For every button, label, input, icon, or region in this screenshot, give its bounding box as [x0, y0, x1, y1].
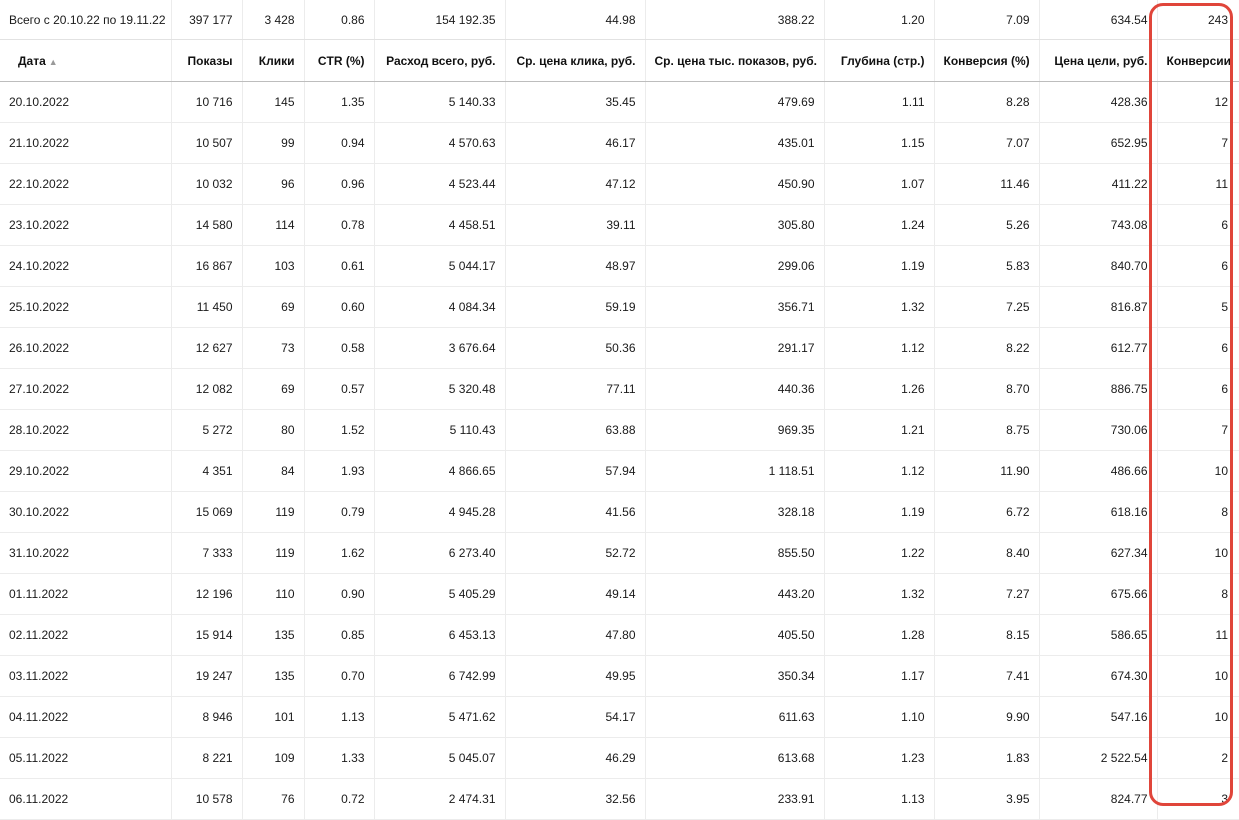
ctr-cell: 1.52: [304, 410, 374, 451]
conversions-cell: 12: [1157, 82, 1239, 123]
goal-price-cell: 886.75: [1039, 369, 1157, 410]
conversion-rate-cell: 7.27: [934, 574, 1039, 615]
avg-cpm-cell: 443.20: [645, 574, 824, 615]
depth-cell: 1.12: [824, 451, 934, 492]
conversion-rate-cell: 8.75: [934, 410, 1039, 451]
table-row: [0, 697, 1239, 738]
table-row: [0, 656, 1239, 697]
conversions-cell: 10: [1157, 697, 1239, 738]
spend-cell: 5 110.43: [374, 410, 505, 451]
date-cell: 25.10.2022: [0, 287, 171, 328]
spend-cell: 5 320.48: [374, 369, 505, 410]
conversions-cell: 11: [1157, 164, 1239, 205]
conversions-cell: 6: [1157, 328, 1239, 369]
column-header-depth[interactable]: [824, 40, 934, 82]
avg-click-price-cell: 54.17: [505, 697, 645, 738]
avg-cpm-cell: 613.68: [645, 738, 824, 779]
table-row: [0, 205, 1239, 246]
goal-price-cell: 411.22: [1039, 164, 1157, 205]
table-row: [0, 123, 1239, 164]
depth-cell: 1.22: [824, 533, 934, 574]
conversion-rate-cell: 9.90: [934, 697, 1039, 738]
avg-cpm-cell: 299.06: [645, 246, 824, 287]
ctr-cell: 0.85: [304, 615, 374, 656]
clicks-cell: 80: [242, 410, 304, 451]
goal-price-cell: 730.06: [1039, 410, 1157, 451]
conversions-cell: 11: [1157, 615, 1239, 656]
depth-cell: 1.07: [824, 164, 934, 205]
column-header-label: Показы: [187, 53, 233, 68]
depth-cell: 1.10: [824, 697, 934, 738]
conversions-cell: 8: [1157, 492, 1239, 533]
ctr-cell: 0.72: [304, 779, 374, 820]
ctr-cell: 0.57: [304, 369, 374, 410]
conversion-rate-cell: 11.90: [934, 451, 1039, 492]
date-cell: 30.10.2022: [0, 492, 171, 533]
avg-cpm-cell: 855.50: [645, 533, 824, 574]
conversion-rate-cell: 7.07: [934, 123, 1039, 164]
clicks-cell: 69: [242, 287, 304, 328]
table-row: [0, 328, 1239, 369]
table-row: [0, 287, 1239, 328]
total-conversion-rate-cell: 7.09: [934, 0, 1039, 40]
impressions-cell: 8 946: [171, 697, 242, 738]
date-cell: 31.10.2022: [0, 533, 171, 574]
conversion-rate-cell: 3.95: [934, 779, 1039, 820]
avg-cpm-cell: 969.35: [645, 410, 824, 451]
column-header-date[interactable]: [0, 40, 171, 82]
goal-price-cell: 816.87: [1039, 287, 1157, 328]
spend-cell: 5 471.62: [374, 697, 505, 738]
avg-cpm-cell: 1 118.51: [645, 451, 824, 492]
ctr-cell: 0.78: [304, 205, 374, 246]
column-header-clicks[interactable]: [242, 40, 304, 82]
date-cell: 02.11.2022: [0, 615, 171, 656]
sort-ascending-icon[interactable]: ▲: [48, 56, 58, 67]
date-cell: 27.10.2022: [0, 369, 171, 410]
date-cell: 28.10.2022: [0, 410, 171, 451]
spend-cell: 4 945.28: [374, 492, 505, 533]
impressions-cell: 19 247: [171, 656, 242, 697]
spend-cell: 5 140.33: [374, 82, 505, 123]
date-cell: 05.11.2022: [0, 738, 171, 779]
clicks-cell: 69: [242, 369, 304, 410]
total-conversions-cell: 243: [1157, 0, 1239, 40]
column-header-avg-click-price[interactable]: [505, 40, 645, 82]
avg-click-price-cell: 49.95: [505, 656, 645, 697]
date-cell: 20.10.2022: [0, 82, 171, 123]
table-row: [0, 492, 1239, 533]
clicks-cell: 101: [242, 697, 304, 738]
clicks-cell: 135: [242, 615, 304, 656]
depth-cell: 1.13: [824, 779, 934, 820]
table-row: [0, 451, 1239, 492]
conversions-cell: 10: [1157, 451, 1239, 492]
date-cell: 04.11.2022: [0, 697, 171, 738]
column-header-label: Глубина (стр.): [840, 53, 925, 68]
spend-cell: 3 676.64: [374, 328, 505, 369]
depth-cell: 1.28: [824, 615, 934, 656]
ctr-cell: 0.60: [304, 287, 374, 328]
clicks-cell: 99: [242, 123, 304, 164]
ctr-cell: 0.96: [304, 164, 374, 205]
impressions-cell: 16 867: [171, 246, 242, 287]
column-header-ctr[interactable]: [304, 40, 374, 82]
goal-price-cell: 824.77: [1039, 779, 1157, 820]
ctr-cell: 0.58: [304, 328, 374, 369]
total-date-cell: Всего с 20.10.22 по 19.11.22: [0, 0, 171, 40]
avg-click-price-cell: 47.12: [505, 164, 645, 205]
ctr-cell: 1.62: [304, 533, 374, 574]
impressions-cell: 12 082: [171, 369, 242, 410]
conversions-cell: 2: [1157, 738, 1239, 779]
clicks-cell: 109: [242, 738, 304, 779]
impressions-cell: 14 580: [171, 205, 242, 246]
date-cell: 01.11.2022: [0, 574, 171, 615]
avg-cpm-cell: 233.91: [645, 779, 824, 820]
table-row: [0, 164, 1239, 205]
table-row: [0, 246, 1239, 287]
spend-cell: 5 045.07: [374, 738, 505, 779]
avg-cpm-cell: 350.34: [645, 656, 824, 697]
column-header-label: Дата: [18, 53, 46, 68]
ctr-cell: 0.79: [304, 492, 374, 533]
impressions-cell: 15 069: [171, 492, 242, 533]
clicks-cell: 135: [242, 656, 304, 697]
goal-price-cell: 674.30: [1039, 656, 1157, 697]
depth-cell: 1.19: [824, 492, 934, 533]
date-cell: 24.10.2022: [0, 246, 171, 287]
avg-cpm-cell: 356.71: [645, 287, 824, 328]
impressions-cell: 8 221: [171, 738, 242, 779]
spend-cell: 4 570.63: [374, 123, 505, 164]
ctr-cell: 0.94: [304, 123, 374, 164]
column-header-avg-cpm[interactable]: [645, 40, 824, 82]
table-row: [0, 574, 1239, 615]
avg-click-price-cell: 48.97: [505, 246, 645, 287]
clicks-cell: 76: [242, 779, 304, 820]
clicks-cell: 84: [242, 451, 304, 492]
date-cell: 21.10.2022: [0, 123, 171, 164]
conversions-cell: 10: [1157, 656, 1239, 697]
conversion-rate-cell: 8.70: [934, 369, 1039, 410]
total-depth-cell: 1.20: [824, 0, 934, 40]
conversion-rate-cell: 8.15: [934, 615, 1039, 656]
total-clicks-cell: 3 428: [242, 0, 304, 40]
spend-cell: 6 453.13: [374, 615, 505, 656]
ctr-cell: 0.90: [304, 574, 374, 615]
conversion-rate-cell: 5.83: [934, 246, 1039, 287]
column-header-label: Ср. цена тыс. показов, руб.: [654, 53, 817, 68]
total-spend-cell: 154 192.35: [374, 0, 505, 40]
impressions-cell: 5 272: [171, 410, 242, 451]
spend-cell: 2 474.31: [374, 779, 505, 820]
clicks-cell: 73: [242, 328, 304, 369]
impressions-cell: 10 507: [171, 123, 242, 164]
impressions-cell: 11 450: [171, 287, 242, 328]
table-row: [0, 369, 1239, 410]
conversions-cell: 10: [1157, 533, 1239, 574]
ctr-cell: 1.13: [304, 697, 374, 738]
impressions-cell: 12 196: [171, 574, 242, 615]
clicks-cell: 119: [242, 492, 304, 533]
avg-click-price-cell: 39.11: [505, 205, 645, 246]
date-cell: 23.10.2022: [0, 205, 171, 246]
date-cell: 29.10.2022: [0, 451, 171, 492]
avg-click-price-cell: 57.94: [505, 451, 645, 492]
avg-click-price-cell: 77.11: [505, 369, 645, 410]
depth-cell: 1.32: [824, 574, 934, 615]
impressions-cell: 10 578: [171, 779, 242, 820]
depth-cell: 1.17: [824, 656, 934, 697]
goal-price-cell: 652.95: [1039, 123, 1157, 164]
conversions-cell: 5: [1157, 287, 1239, 328]
conversions-cell: 7: [1157, 123, 1239, 164]
avg-click-price-cell: 32.56: [505, 779, 645, 820]
impressions-cell: 4 351: [171, 451, 242, 492]
clicks-cell: 145: [242, 82, 304, 123]
date-cell: 03.11.2022: [0, 656, 171, 697]
column-header-label: Конверсия (%): [943, 53, 1030, 68]
depth-cell: 1.21: [824, 410, 934, 451]
column-header-conversion-rate[interactable]: [934, 40, 1039, 82]
date-cell: 06.11.2022: [0, 779, 171, 820]
ctr-cell: 0.61: [304, 246, 374, 287]
date-cell: 22.10.2022: [0, 164, 171, 205]
avg-click-price-cell: 41.56: [505, 492, 645, 533]
conversions-cell: 8: [1157, 574, 1239, 615]
table-row: [0, 738, 1239, 779]
goal-price-cell: 743.08: [1039, 205, 1157, 246]
ctr-cell: 1.35: [304, 82, 374, 123]
column-header-label: Цена цели, руб.: [1054, 53, 1148, 68]
goal-price-cell: 612.77: [1039, 328, 1157, 369]
column-header-conversions[interactable]: [1157, 40, 1239, 82]
ctr-cell: 1.93: [304, 451, 374, 492]
goal-price-cell: 586.65: [1039, 615, 1157, 656]
avg-cpm-cell: 405.50: [645, 615, 824, 656]
table-row: [0, 82, 1239, 123]
table-row: [0, 410, 1239, 451]
spend-cell: 4 866.65: [374, 451, 505, 492]
spend-cell: 5 044.17: [374, 246, 505, 287]
spend-cell: 6 273.40: [374, 533, 505, 574]
clicks-cell: 96: [242, 164, 304, 205]
column-header-label: Расход всего, руб.: [386, 53, 496, 68]
depth-cell: 1.19: [824, 246, 934, 287]
conversion-rate-cell: 8.22: [934, 328, 1039, 369]
table-row: [0, 533, 1239, 574]
avg-cpm-cell: 450.90: [645, 164, 824, 205]
total-ctr-cell: 0.86: [304, 0, 374, 40]
avg-click-price-cell: 52.72: [505, 533, 645, 574]
avg-cpm-cell: 435.01: [645, 123, 824, 164]
impressions-cell: 7 333: [171, 533, 242, 574]
depth-cell: 1.32: [824, 287, 934, 328]
spend-cell: 6 742.99: [374, 656, 505, 697]
goal-price-cell: 428.36: [1039, 82, 1157, 123]
total-impressions-cell: 397 177: [171, 0, 242, 40]
goal-price-cell: 486.66: [1039, 451, 1157, 492]
ctr-cell: 1.33: [304, 738, 374, 779]
clicks-cell: 103: [242, 246, 304, 287]
avg-click-price-cell: 59.19: [505, 287, 645, 328]
spend-cell: 4 084.34: [374, 287, 505, 328]
total-row: [0, 0, 1239, 40]
conversion-rate-cell: 5.26: [934, 205, 1039, 246]
conversions-cell: 6: [1157, 246, 1239, 287]
avg-cpm-cell: 305.80: [645, 205, 824, 246]
conversion-rate-cell: 7.25: [934, 287, 1039, 328]
clicks-cell: 119: [242, 533, 304, 574]
column-header-label: Клики: [258, 53, 295, 68]
column-header-label: Конверсии: [1166, 53, 1232, 68]
depth-cell: 1.26: [824, 369, 934, 410]
spend-cell: 5 405.29: [374, 574, 505, 615]
depth-cell: 1.15: [824, 123, 934, 164]
goal-price-cell: 840.70: [1039, 246, 1157, 287]
total-goal-price-cell: 634.54: [1039, 0, 1157, 40]
avg-cpm-cell: 440.36: [645, 369, 824, 410]
avg-click-price-cell: 50.36: [505, 328, 645, 369]
conversions-cell: 7: [1157, 410, 1239, 451]
goal-price-cell: 675.66: [1039, 574, 1157, 615]
clicks-cell: 110: [242, 574, 304, 615]
conversions-cell: 6: [1157, 205, 1239, 246]
goal-price-cell: 547.16: [1039, 697, 1157, 738]
conversion-rate-cell: 6.72: [934, 492, 1039, 533]
table-row: [0, 779, 1239, 820]
avg-click-price-cell: 47.80: [505, 615, 645, 656]
goal-price-cell: 618.16: [1039, 492, 1157, 533]
avg-cpm-cell: 611.63: [645, 697, 824, 738]
avg-click-price-cell: 49.14: [505, 574, 645, 615]
conversions-cell: 3: [1157, 779, 1239, 820]
impressions-cell: 10 032: [171, 164, 242, 205]
depth-cell: 1.12: [824, 328, 934, 369]
total-avg-click-price-cell: 44.98: [505, 0, 645, 40]
conversion-rate-cell: 8.40: [934, 533, 1039, 574]
column-header-label: CTR (%): [317, 53, 365, 68]
depth-cell: 1.11: [824, 82, 934, 123]
column-header-label: Ср. цена клика, руб.: [516, 53, 636, 68]
impressions-cell: 12 627: [171, 328, 242, 369]
spend-cell: 4 523.44: [374, 164, 505, 205]
header-row: [0, 40, 1239, 82]
column-header-impressions[interactable]: [171, 40, 242, 82]
total-avg-cpm-cell: 388.22: [645, 0, 824, 40]
conversion-rate-cell: 1.83: [934, 738, 1039, 779]
conversion-rate-cell: 7.41: [934, 656, 1039, 697]
impressions-cell: 15 914: [171, 615, 242, 656]
avg-cpm-cell: 291.17: [645, 328, 824, 369]
ctr-cell: 0.70: [304, 656, 374, 697]
conversions-cell: 6: [1157, 369, 1239, 410]
goal-price-cell: 2 522.54: [1039, 738, 1157, 779]
clicks-cell: 114: [242, 205, 304, 246]
avg-cpm-cell: 328.18: [645, 492, 824, 533]
column-header-spend[interactable]: [374, 40, 505, 82]
spend-cell: 4 458.51: [374, 205, 505, 246]
avg-click-price-cell: 46.29: [505, 738, 645, 779]
depth-cell: 1.23: [824, 738, 934, 779]
table-row: [0, 615, 1239, 656]
avg-click-price-cell: 63.88: [505, 410, 645, 451]
avg-cpm-cell: 479.69: [645, 82, 824, 123]
avg-click-price-cell: 46.17: [505, 123, 645, 164]
conversion-rate-cell: 8.28: [934, 82, 1039, 123]
goal-price-cell: 627.34: [1039, 533, 1157, 574]
depth-cell: 1.24: [824, 205, 934, 246]
date-cell: 26.10.2022: [0, 328, 171, 369]
conversion-rate-cell: 11.46: [934, 164, 1039, 205]
avg-click-price-cell: 35.45: [505, 82, 645, 123]
column-header-goal-price[interactable]: [1039, 40, 1157, 82]
impressions-cell: 10 716: [171, 82, 242, 123]
